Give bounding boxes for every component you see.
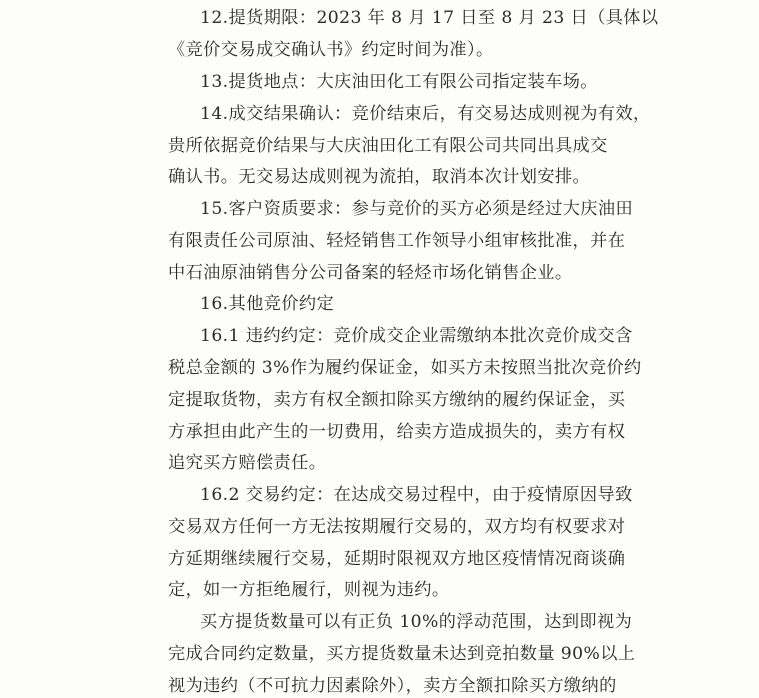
text-line: 15.客户资质要求：参与竞价的买方必须是经过大庆油田 [200,199,634,219]
text-line: 定提取货物，卖方有权全额扣除买方缴纳的履约保证金，买 [168,390,626,410]
text-line: 有限责任公司原油、轻烃销售工作领导小组审核批准，并在 [168,231,626,251]
text-line: 16.1 违约约定：竞价成交企业需缴纳本批次竞价成交含 [200,326,633,346]
text-line: 16.2 交易约定：在达成交易过程中，由于疫情原因导致 [200,485,633,505]
text-line: 视为违约（不可抗力因素除外），卖方全额扣除买方缴纳的 [168,676,617,696]
text-line: 定，如一方拒绝履行，则视为违约。 [168,580,450,600]
text-line: 买方提货数量可以有正负 10%的浮动范围，达到即视为 [200,612,633,632]
text-line: 14.成交结果确认：竞价结束后，有交易达成则视为有效， [200,104,651,124]
text-line: 方延期继续履行交易，延期时限视双方地区疫情情况商谈确 [168,549,626,569]
text-line: 税总金额的 3%作为履约保证金，如买方未按照当批次竞价约 [168,358,642,378]
text-line: 中石油原油销售分公司备案的轻烃市场化销售企业。 [168,263,573,283]
text-line: 《竞价交易成交确认书》约定时间为准）。 [168,40,494,60]
section-heading: 16.其他竞价约定 [200,294,335,314]
text-line: 贵所依据竞价结果与大庆油田化工有限公司共同出具成交 [168,136,608,156]
text-line: 方承担由此产生的一切费用，给卖方造成损失的，卖方有权 [168,422,626,442]
text-line: 13.提货地点：大庆油田化工有限公司指定装车场。 [200,72,598,92]
text-line: 完成合同约定数量，买方提货数量未达到竞拍数量 90%以上 [168,644,636,664]
text-line: 12.提货期限：2023 年 8 月 17 日至 8 月 23 日（具体以 [200,8,659,28]
text-line: 交易双方任何一方无法按期履行交易的，双方均有权要求对 [168,517,626,537]
text-line: 追究买方赔偿责任。 [168,453,327,473]
text-line: 确认书。无交易达成则视为流拍，取消本次计划安排。 [168,167,591,187]
